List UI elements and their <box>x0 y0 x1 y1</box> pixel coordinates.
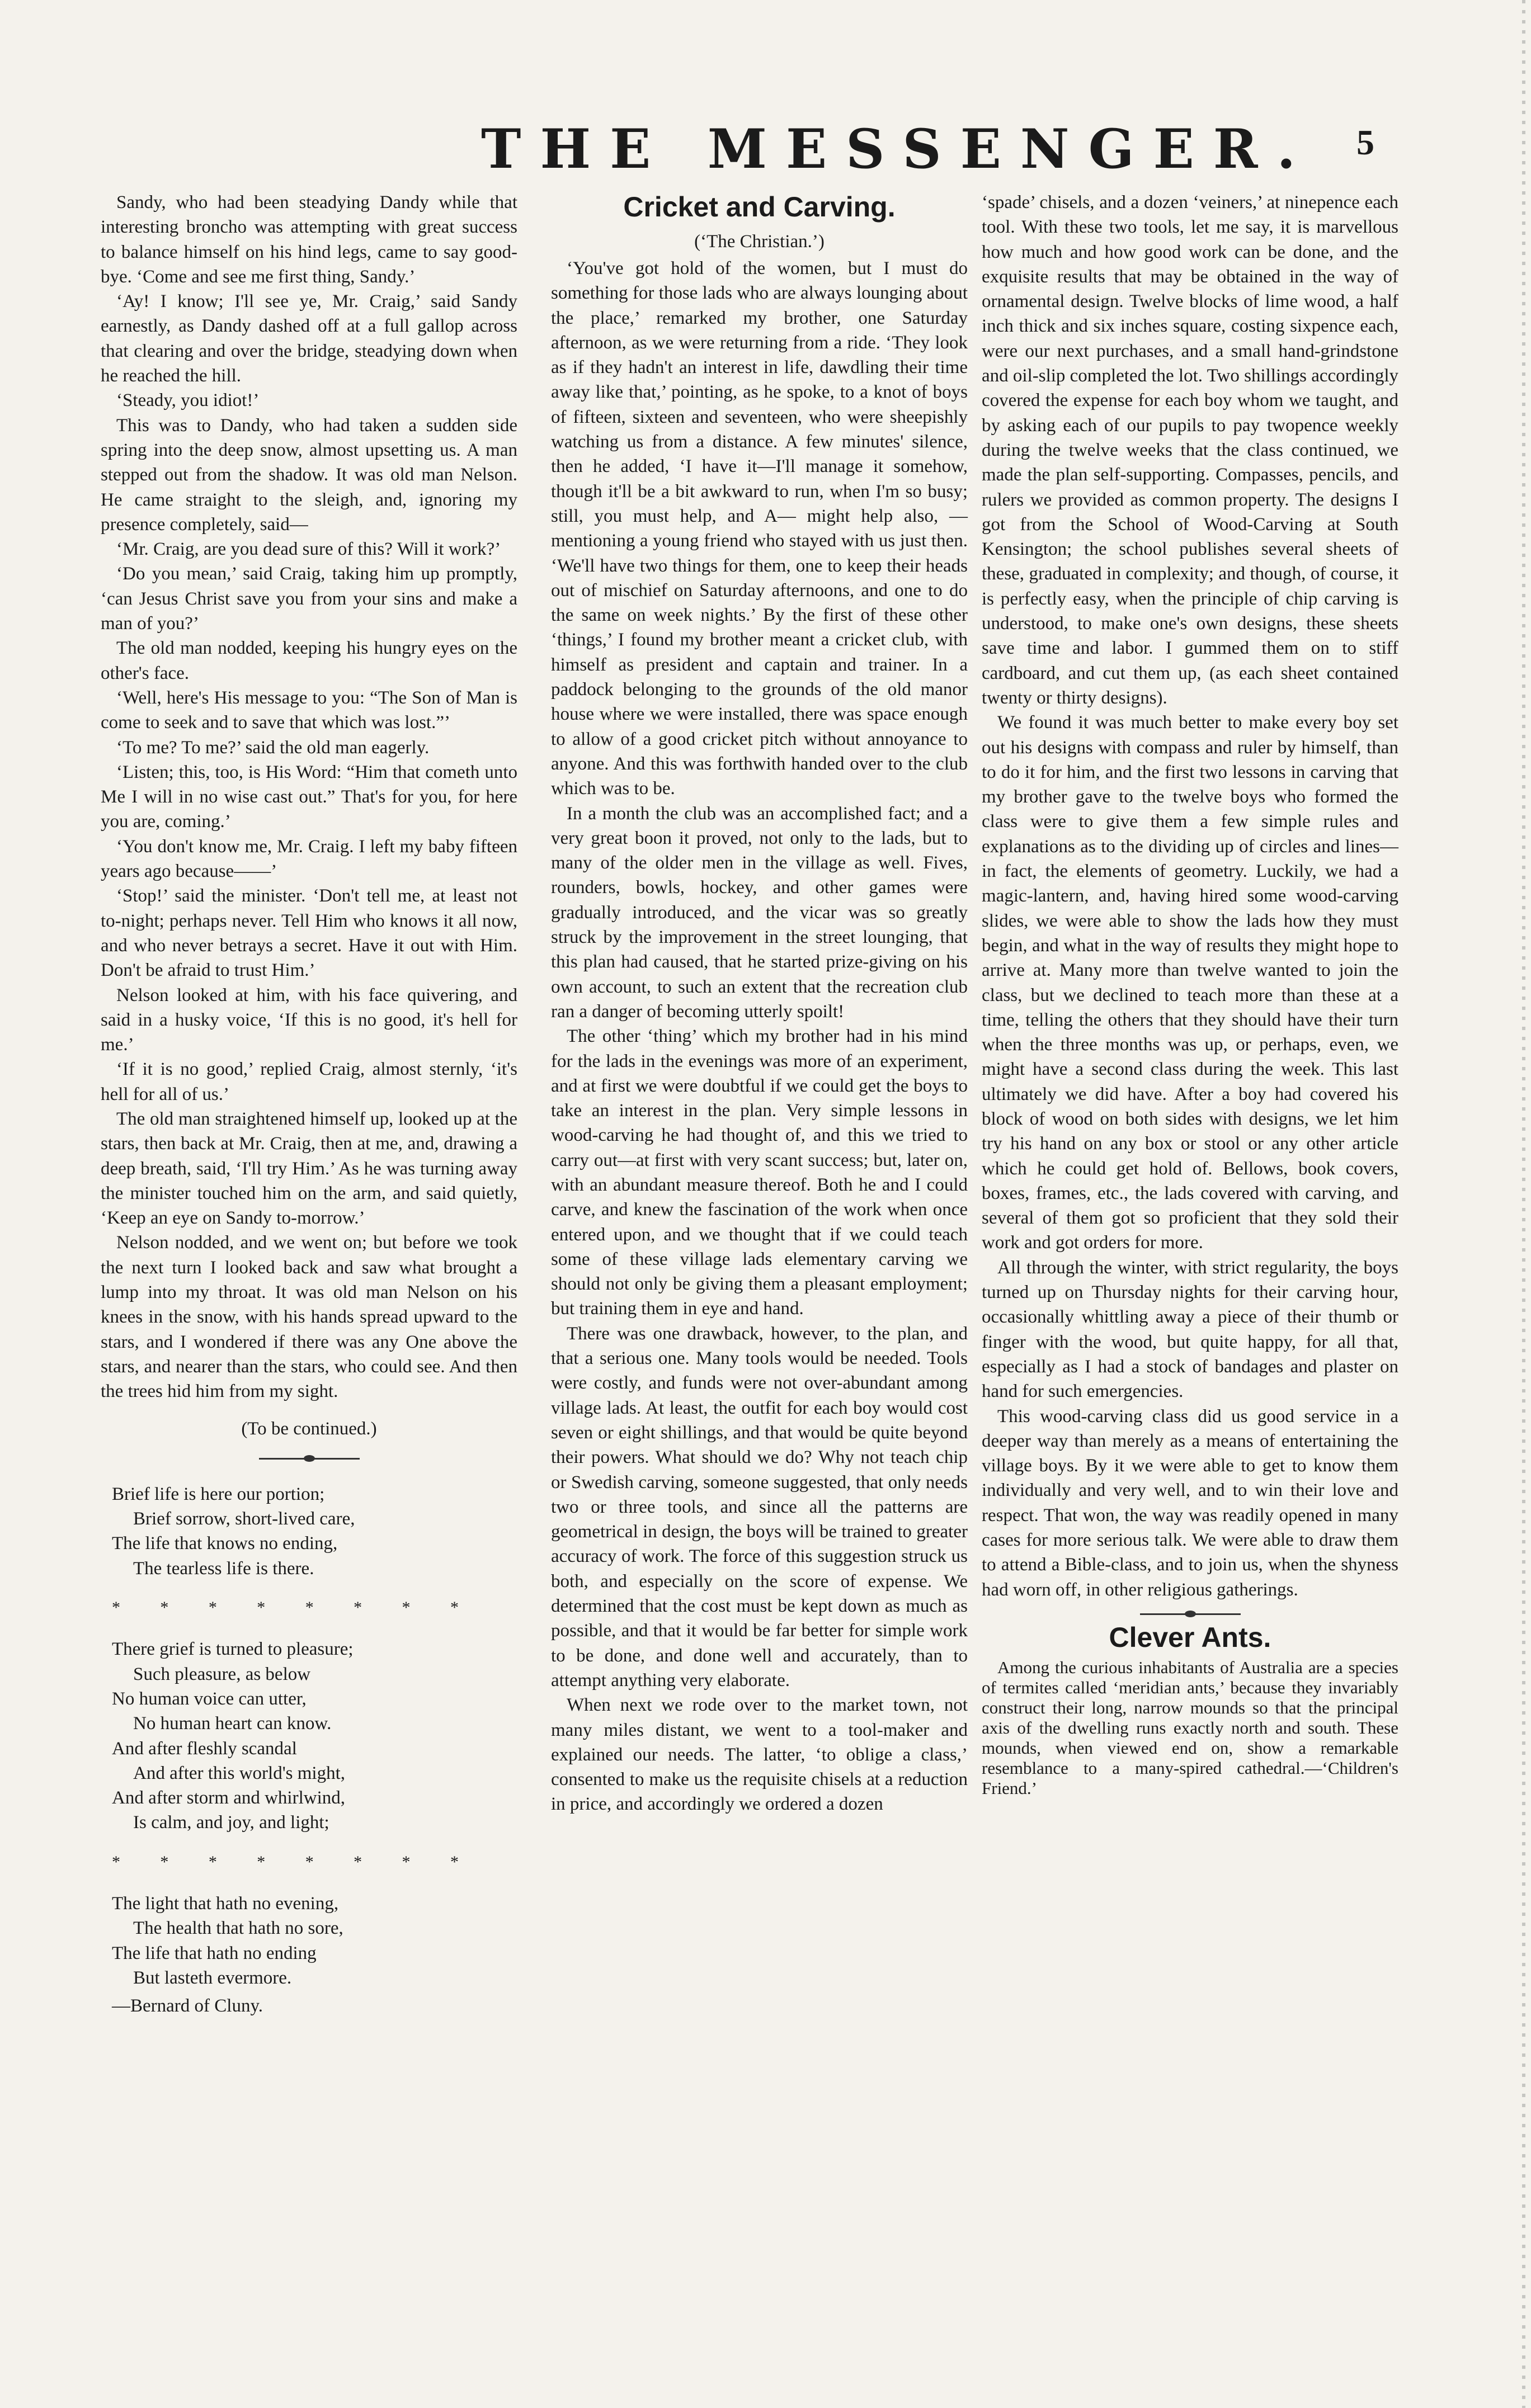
poem-line: Brief life is here our portion; <box>112 1484 325 1504</box>
poem-stanza-2 <box>112 1637 517 1835</box>
poem-line: No human heart can know. <box>133 1713 332 1734</box>
paragraph: ‘spade’ chisels, and a dozen ‘veiners,’ at ninepence each tool. With these two tools, let me say, it is marvellous how much and how good work can be done, and the exquisite results that may be obtained in the way of ornamental design. Twelve blocks of lime wood, a half inch thick and six inches square, costing sixpence each, were our next purchases, and a small hand-grindstone and oil-slip completed the lot. Two shillings accordingly covered the expense for each boy whom we taught, and by asking each of our pupils to pay twopence weekly during the twelve weeks that the class continued, we made the plan self-supporting. Compasses, pencils, and rulers we provided as common property. The designs I got from the School of Wood-Carving at South Kensington; the school publishes several sheets of these, graduated in complexity; and though, of course, it is perfectly easy, when the principle of chip carving is understood, to make one's own designs, these sheets save time and labor. I gummed them on to stiff cardboard, and cut them up, (as each sheet contained twenty or thirty designs). <box>982 192 1398 708</box>
poem-line: The life that hath no ending <box>112 1943 317 1963</box>
paragraph: ‘Listen; this, too, is His Word: “Him that cometh unto Me I will in no wise cast out.” That's for you, for here you are, coming.’ <box>101 762 517 832</box>
paragraph: ‘Mr. Craig, are you dead sure of this? Will it work?’ <box>116 539 501 560</box>
section-divider <box>259 1458 360 1460</box>
poem-line: There grief is turned to pleasure; <box>112 1639 354 1660</box>
poem-stanza-3 <box>112 1891 517 1990</box>
star-separator: * <box>402 1598 411 1617</box>
paragraph: ‘You've got hold of the women, but I must do something for those lads who are always lounging about the place,’ remarked my brother, one Saturday afternoon, as we were returning from a ride. ‘They look as if they hadn't an interest in life, dawdling their time away like that,’ pointing, as he spoke, to a knot of boys of fifteen, sixteen and seventeen, who were sheepishly watching us from a distance. A few minutes' silence, then he added, ‘I have it—I'll manage it somehow, though it'll be a bit awkward to run, when I'm so busy; still, you must help, and A— might help also, — mentioning a young friend who stayed with us just then. ‘We'll have two things for them, one to keep their heads out of mischief on Saturday afternoons, and one to do the same on week nights.’ By the first of these other ‘things,’ I found my brother meant a cricket club, with himself as president and captain and trainer. In a paddock belonging to the grounds of the old manor house where we were installed, there was space enough to allow of a good cricket pitch without annoyance to anyone. And this was forthwith handed over to the club which was to be. <box>551 258 968 799</box>
cricket-body-part-2 <box>982 190 1398 1602</box>
poem-line: And after storm and whirlwind, <box>112 1788 345 1809</box>
column-1 <box>101 190 517 2018</box>
masthead <box>0 117 1531 185</box>
paragraph: Sandy, who had been steadying Dandy while that interesting broncho was attempting with great success to balance himself on his hind legs, came to say good-bye. ‘Come and see me first thing, Sandy.’ <box>101 192 517 287</box>
paragraph: ‘Well, here's His message to you: “The Son of Man is come to seek and to save that which was lost.”’ <box>101 687 517 733</box>
page-number: 5 <box>1356 122 1374 162</box>
star-separator: * <box>208 1598 217 1617</box>
poem-line: The light that hath no evening, <box>112 1894 339 1914</box>
paragraph: There was one drawback, however, to the plan, and that a serious one. Many tools would be needed. Tools were costly, and funds were not over-abundant among village lads. At least, the outfit for each boy would cost seven or eight shillings, and that would be quite beyond their powers. What should we do? Why not teach chip or Swedish carving, someone suggested, that only needs two or three tools, and since all the patterns are geometrical in design, the boys will be trained to greater accuracy of work. The force of this suggestion struck us both, and especially on the score of expense. We determined that the cost must be kept down as much as possible, and that it would be far better for simple work to be done, and done well and accurately, than to attempt anything very elaborate. <box>551 1323 968 1691</box>
poem-line: Is calm, and joy, and light; <box>133 1812 329 1833</box>
star-separator: * <box>112 1598 120 1617</box>
paragraph: We found it was much better to make every boy set out his designs with compass and ruler by himself, than to do it for him, and the first two lessons in carving that my brother gave to the twelve boys who formed the class were to give them a few simple rules and explanations as to the dividing up of circles and lines—in fact, the elements of geometry. Luckily, we had a magic-lantern, and, having hired some wood-carving slides, we were able to show the lads how they must begin, and what in the way of results they might hope to arrive at. Many more than twelve wanted to join the class, but we declined to teach more than these at a time, telling the others that they should have their turn when the three months was up, or perhaps, even, we might have a second class during the week. This last ultimately we did have. After a boy had covered his block of wood on both sides with designs, we let him try his hand on any box or stool or any other article which he could get hold of. Bellows, book covers, boxes, frames, etc., the lads covered with carving, and several of them got so proficient that they sold their work and got orders for more. <box>982 712 1398 1253</box>
paragraph: ‘If it is no good,’ replied Craig, almost sternly, ‘it's hell for all of us.’ <box>101 1059 517 1104</box>
star-separator: * <box>354 1852 362 1871</box>
paragraph: This was to Dandy, who had taken a sudden side spring into the deep snow, almost upsetting us. A man stepped out from the shadow. It was old man Nelson. He came straight to the sleigh, and, ignoring my presence completely, said— <box>101 415 517 535</box>
paragraph: The old man straightened himself up, looked up at the stars, then back at Mr. Craig, then at me, and, drawing a deep breath, said, ‘I'll try Him.’ As he was turning away the minister touched him on the arm, and said quietly, ‘Keep an eye on Sandy to-morrow.’ <box>101 1108 517 1229</box>
star-separator: * <box>305 1852 314 1871</box>
star-separator: * <box>257 1852 266 1871</box>
story-continuation <box>101 190 517 1404</box>
paragraph: ‘Stop!’ said the minister. ‘Don't tell me, at least not to-night; perhaps never. Tell Him who knows it all now, and who never betrays a secret. Have it out with Him. Don't be afraid to trust Him.’ <box>101 886 517 981</box>
article-title-cricket: Cricket and Carving. <box>623 191 896 223</box>
paragraph: The old man nodded, keeping his hungry eyes on the other's face. <box>101 638 517 683</box>
paragraph: ‘To me? To me?’ said the old man eagerly. <box>116 737 430 758</box>
paragraph: The other ‘thing’ which my brother had in his mind for the lads in the evenings was more of an experiment, and at first we were doubtful if we could get the boys to take an interest in the plan. Very simple lessons in wood-carving he had thought of, and this we tried to carry out—at first with very scant success; but, later on, with an abundant measure thereof. Both he and I could carve, and knew the fascination of the work when once entered upon, and we thought that if we could teach some of these village lads elementary carving we should not only be giving them a pleasant employment; but training them in eye and hand. <box>551 1026 968 1319</box>
poem-stars-1 <box>112 1595 459 1620</box>
poem-line: Brief sorrow, short-lived care, <box>133 1509 355 1529</box>
paragraph: ‘Steady, you idiot!’ <box>116 390 260 411</box>
ants-article-text: Among the curious inhabitants of Australia are a species of termites called ‘meridian ants,’ because they invariably construct their long, narrow mounds so that the principal axis of the dwelling runs exactly north and south. These mounds, when viewed end on, show a remarkable resemblance to a many-spired cathedral.—‘Children's Friend.’ <box>982 1657 1398 1798</box>
poem-stanza-1 <box>112 1482 517 1581</box>
poem-line: But lasteth evermore. <box>133 1967 292 1988</box>
poem-attribution: —Bernard of Cluny. <box>112 1996 263 2017</box>
poem-stars-2 <box>112 1850 459 1875</box>
paragraph: All through the winter, with strict regularity, the boys turned up on Thursday nights for their carving hour, occasionally whittling away a piece of their thumb or finger with the wood, but quite happy, for all that, especially as I had a stock of bandages and plaster on hand for such emergencies. <box>982 1257 1398 1402</box>
star-separator: * <box>402 1852 411 1871</box>
paragraph: ‘Ay! I know; I'll see ye, Mr. Craig,’ said Sandy earnestly, as Dandy dashed off at a full gallop across that clearing and over the bridge, steadying down when he reached the hill. <box>101 291 517 386</box>
poem-line: Such pleasure, as below <box>133 1664 311 1684</box>
paragraph: In a month the club was an accomplished fact; and a very great boon it proved, not only to the lads, but to many of the older men in the village as well. Fives, rounders, bowls, hockey, and other games were gradually introduced, and the vicar was so greatly struck by the improvement in the street lounging, that this plan had caused, that he started prize-giving on his own account, to such an extent that the recreation club ran a danger of becoming utterly spoilt! <box>551 803 968 1022</box>
star-separator: * <box>450 1598 459 1617</box>
star-separator: * <box>354 1598 362 1617</box>
paragraph: This wood-carving class did us good service in a deeper way than merely as a means of entertaining the village boys. By it we were able to get to know them individually and very well, and to win their love and respect. That won, the way was readily opened in many cases for more serious talk. We were able to draw them to attend a Bible-class, and to join us, when the shyness had worn off, in other religious gatherings. <box>982 1406 1398 1600</box>
column-2 <box>551 190 968 1817</box>
page-edge-decoration <box>1522 0 1525 2408</box>
article-title-ants: Clever Ants. <box>1109 1621 1271 1653</box>
section-divider <box>1140 1613 1241 1615</box>
poem-line: And after fleshly scandal <box>112 1738 297 1759</box>
paragraph: Nelson nodded, and we went on; but before we took the next turn I looked back and saw what brought a lump into my throat. It was old man Nelson on his knees in the snow, with his hands spread upward to the stars, and I wondered if there was any One above the stars, and nearer than the stars, who could see. And then the trees hid him from my sight. <box>101 1233 517 1402</box>
star-separator: * <box>305 1598 314 1617</box>
star-separator: * <box>450 1852 459 1871</box>
poem-line: And after this world's might, <box>133 1763 345 1783</box>
column-3 <box>982 190 1398 1798</box>
masthead-title: THE MESSENGER. <box>481 117 1315 181</box>
poem-line: The health that hath no sore, <box>133 1918 343 1939</box>
poem-line: No human voice can utter, <box>112 1688 307 1709</box>
star-separator: * <box>257 1598 266 1617</box>
paragraph: When next we rode over to the market town, not many miles distant, we went to a tool-maker and explained our needs. The latter, ‘to oblige a class,’ consented to make us the requisite chisels at a reduction in price, and accordingly we ordered a dozen <box>551 1695 968 1815</box>
star-separator: * <box>112 1852 120 1871</box>
poem <box>112 1482 517 2019</box>
article-source-cricket: (‘The Christian.’) <box>694 232 825 252</box>
star-separator: * <box>208 1852 217 1871</box>
paragraph: ‘Do you mean,’ said Craig, taking him up promptly, ‘can Jesus Christ save you from your sins and make a man of you?’ <box>101 564 517 634</box>
poem-line: The life that knows no ending, <box>112 1533 338 1554</box>
cricket-body-part-1 <box>551 256 968 1817</box>
paragraph: Nelson looked at him, with his face quivering, and said in a husky voice, ‘If this is no good, it's hell for me.’ <box>101 985 517 1055</box>
star-separator: * <box>160 1852 169 1871</box>
poem-line: The tearless life is there. <box>133 1558 314 1579</box>
star-separator: * <box>160 1598 169 1617</box>
to-be-continued: (To be continued.) <box>241 1418 377 1439</box>
paragraph: ‘You don't know me, Mr. Craig. I left my baby fifteen years ago because——’ <box>101 836 517 882</box>
